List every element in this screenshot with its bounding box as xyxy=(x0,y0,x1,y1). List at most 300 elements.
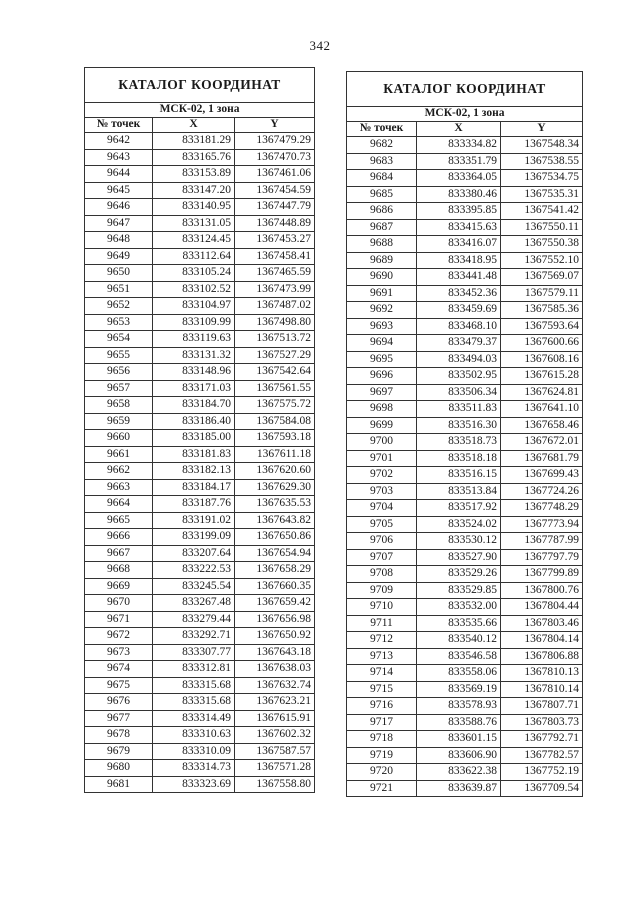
x-coordinate-cell: 833588.76 xyxy=(417,714,501,731)
point-number-cell: 9646 xyxy=(85,199,153,216)
y-coordinate-cell: 1367602.32 xyxy=(235,727,315,744)
point-number-cell: 9692 xyxy=(347,302,417,319)
table-row xyxy=(85,644,315,661)
table-row xyxy=(85,479,315,496)
point-number-cell: 9657 xyxy=(85,380,153,397)
x-coordinate-cell: 833187.76 xyxy=(153,496,235,513)
point-number-cell: 9645 xyxy=(85,182,153,199)
table-row xyxy=(347,219,583,236)
point-number-cell: 9654 xyxy=(85,331,153,348)
x-coordinate-cell: 833441.48 xyxy=(417,269,501,286)
y-coordinate-cell: 1367558.80 xyxy=(235,776,315,793)
point-number-cell: 9673 xyxy=(85,644,153,661)
x-coordinate-cell: 833334.82 xyxy=(417,137,501,154)
y-coordinate-cell: 1367620.60 xyxy=(235,463,315,480)
x-coordinate-cell: 833351.79 xyxy=(417,153,501,170)
point-number-cell: 9707 xyxy=(347,549,417,566)
point-number-cell: 9686 xyxy=(347,203,417,220)
table-row xyxy=(85,347,315,364)
y-coordinate-cell: 1367535.31 xyxy=(501,186,583,203)
table-row xyxy=(347,747,583,764)
point-number-cell: 9674 xyxy=(85,661,153,678)
point-number-cell: 9683 xyxy=(347,153,417,170)
y-coordinate-cell: 1367624.81 xyxy=(501,384,583,401)
x-coordinate-cell: 833530.12 xyxy=(417,533,501,550)
y-coordinate-cell: 1367803.73 xyxy=(501,714,583,731)
x-coordinate-cell: 833323.69 xyxy=(153,776,235,793)
table-row xyxy=(347,302,583,319)
table-row xyxy=(85,628,315,645)
y-coordinate-cell: 1367773.94 xyxy=(501,516,583,533)
catalog-zone: МСК-02, 1 зона xyxy=(347,107,583,122)
catalog-title: КАТАЛОГ КООРДИНАТ xyxy=(347,72,583,107)
point-number-cell: 9653 xyxy=(85,314,153,331)
point-number-cell: 9648 xyxy=(85,232,153,249)
table-row xyxy=(85,380,315,397)
x-coordinate-cell: 833540.12 xyxy=(417,632,501,649)
x-coordinate-cell: 833395.85 xyxy=(417,203,501,220)
y-coordinate-cell: 1367585.36 xyxy=(501,302,583,319)
y-coordinate-cell: 1367447.79 xyxy=(235,199,315,216)
point-number-cell: 9655 xyxy=(85,347,153,364)
table-row xyxy=(347,648,583,665)
y-coordinate-cell: 1367527.29 xyxy=(235,347,315,364)
x-coordinate-cell: 833524.02 xyxy=(417,516,501,533)
table-row xyxy=(347,681,583,698)
x-coordinate-cell: 833131.05 xyxy=(153,215,235,232)
x-coordinate-cell: 833314.49 xyxy=(153,710,235,727)
x-coordinate-cell: 833148.96 xyxy=(153,364,235,381)
y-coordinate-cell: 1367534.75 xyxy=(501,170,583,187)
point-number-cell: 9714 xyxy=(347,665,417,682)
y-coordinate-cell: 1367659.42 xyxy=(235,595,315,612)
y-coordinate-cell: 1367552.10 xyxy=(501,252,583,269)
point-number-cell: 9721 xyxy=(347,780,417,797)
point-number-cell: 9709 xyxy=(347,582,417,599)
y-coordinate-cell: 1367623.21 xyxy=(235,694,315,711)
y-coordinate-cell: 1367800.76 xyxy=(501,582,583,599)
y-coordinate-cell: 1367654.94 xyxy=(235,545,315,562)
table-row xyxy=(85,710,315,727)
point-number-cell: 9718 xyxy=(347,731,417,748)
y-coordinate-cell: 1367487.02 xyxy=(235,298,315,315)
table-row xyxy=(85,149,315,166)
y-coordinate-cell: 1367542.64 xyxy=(235,364,315,381)
table-row xyxy=(85,496,315,513)
x-coordinate-cell: 833131.32 xyxy=(153,347,235,364)
y-coordinate-cell: 1367575.72 xyxy=(235,397,315,414)
table-row xyxy=(85,413,315,430)
x-coordinate-cell: 833415.63 xyxy=(417,219,501,236)
point-number-cell: 9681 xyxy=(85,776,153,793)
y-coordinate-cell: 1367782.57 xyxy=(501,747,583,764)
table-row xyxy=(347,417,583,434)
table-row xyxy=(347,401,583,418)
table-row xyxy=(347,615,583,632)
x-coordinate-cell: 833199.09 xyxy=(153,529,235,546)
y-coordinate-cell: 1367473.99 xyxy=(235,281,315,298)
x-coordinate-cell: 833310.63 xyxy=(153,727,235,744)
table-row xyxy=(85,446,315,463)
table-row xyxy=(347,285,583,302)
table-row xyxy=(347,384,583,401)
x-coordinate-cell: 833511.83 xyxy=(417,401,501,418)
y-coordinate-cell: 1367498.80 xyxy=(235,314,315,331)
table-row xyxy=(347,582,583,599)
table-row xyxy=(85,578,315,595)
table-row xyxy=(85,545,315,562)
x-coordinate-cell: 833310.09 xyxy=(153,743,235,760)
point-number-cell: 9668 xyxy=(85,562,153,579)
x-coordinate-cell: 833606.90 xyxy=(417,747,501,764)
y-coordinate-cell: 1367608.16 xyxy=(501,351,583,368)
y-coordinate-cell: 1367658.46 xyxy=(501,417,583,434)
table-row xyxy=(85,776,315,793)
point-number-cell: 9711 xyxy=(347,615,417,632)
table-row xyxy=(347,764,583,781)
x-coordinate-cell: 833112.64 xyxy=(153,248,235,265)
table-row xyxy=(347,599,583,616)
x-coordinate-cell: 833109.99 xyxy=(153,314,235,331)
point-number-cell: 9675 xyxy=(85,677,153,694)
point-number-cell: 9688 xyxy=(347,236,417,253)
x-coordinate-cell: 833184.17 xyxy=(153,479,235,496)
x-coordinate-cell: 833245.54 xyxy=(153,578,235,595)
point-number-cell: 9715 xyxy=(347,681,417,698)
point-number-cell: 9698 xyxy=(347,401,417,418)
point-number-cell: 9712 xyxy=(347,632,417,649)
x-coordinate-cell: 833459.69 xyxy=(417,302,501,319)
y-coordinate-cell: 1367611.18 xyxy=(235,446,315,463)
y-coordinate-cell: 1367709.54 xyxy=(501,780,583,797)
y-coordinate-cell: 1367638.03 xyxy=(235,661,315,678)
x-coordinate-cell: 833184.70 xyxy=(153,397,235,414)
point-number-cell: 9719 xyxy=(347,747,417,764)
y-coordinate-cell: 1367579.11 xyxy=(501,285,583,302)
point-number-cell: 9672 xyxy=(85,628,153,645)
point-number-cell: 9706 xyxy=(347,533,417,550)
table-row xyxy=(347,335,583,352)
x-coordinate-cell: 833364.05 xyxy=(417,170,501,187)
table-row xyxy=(347,483,583,500)
point-number-cell: 9684 xyxy=(347,170,417,187)
point-number-cell: 9696 xyxy=(347,368,417,385)
table-row xyxy=(85,694,315,711)
y-coordinate-cell: 1367454.59 xyxy=(235,182,315,199)
x-coordinate-cell: 833416.07 xyxy=(417,236,501,253)
y-coordinate-cell: 1367593.18 xyxy=(235,430,315,447)
x-coordinate-cell: 833312.81 xyxy=(153,661,235,678)
x-coordinate-cell: 833315.68 xyxy=(153,677,235,694)
y-coordinate-cell: 1367513.72 xyxy=(235,331,315,348)
x-coordinate-cell: 833622.38 xyxy=(417,764,501,781)
table-row xyxy=(85,595,315,612)
table-row xyxy=(347,252,583,269)
table-row xyxy=(85,512,315,529)
table-row xyxy=(85,265,315,282)
point-number-cell: 9689 xyxy=(347,252,417,269)
y-coordinate-cell: 1367548.34 xyxy=(501,137,583,154)
x-coordinate-cell: 833104.97 xyxy=(153,298,235,315)
x-coordinate-cell: 833171.03 xyxy=(153,380,235,397)
point-number-cell: 9663 xyxy=(85,479,153,496)
point-number-cell: 9702 xyxy=(347,467,417,484)
table-row xyxy=(85,314,315,331)
y-coordinate-cell: 1367458.41 xyxy=(235,248,315,265)
x-coordinate-cell: 833207.64 xyxy=(153,545,235,562)
x-coordinate-cell: 833516.30 xyxy=(417,417,501,434)
x-coordinate-cell: 833267.48 xyxy=(153,595,235,612)
y-coordinate-cell: 1367787.99 xyxy=(501,533,583,550)
y-coordinate-cell: 1367632.74 xyxy=(235,677,315,694)
x-coordinate-cell: 833527.90 xyxy=(417,549,501,566)
point-number-cell: 9716 xyxy=(347,698,417,715)
y-coordinate-cell: 1367629.30 xyxy=(235,479,315,496)
table-row xyxy=(347,170,583,187)
x-coordinate-cell: 833518.18 xyxy=(417,450,501,467)
point-number-cell: 9670 xyxy=(85,595,153,612)
point-number-cell: 9665 xyxy=(85,512,153,529)
point-number-cell: 9647 xyxy=(85,215,153,232)
x-coordinate-cell: 833147.20 xyxy=(153,182,235,199)
y-coordinate-cell: 1367465.59 xyxy=(235,265,315,282)
table-row xyxy=(85,248,315,265)
table-row xyxy=(347,665,583,682)
point-number-cell: 9667 xyxy=(85,545,153,562)
point-number-cell: 9713 xyxy=(347,648,417,665)
x-coordinate-cell: 833140.95 xyxy=(153,199,235,216)
point-number-cell: 9664 xyxy=(85,496,153,513)
x-coordinate-cell: 833502.95 xyxy=(417,368,501,385)
y-coordinate-cell: 1367470.73 xyxy=(235,149,315,166)
y-coordinate-cell: 1367650.92 xyxy=(235,628,315,645)
y-coordinate-cell: 1367810.13 xyxy=(501,665,583,682)
y-coordinate-cell: 1367541.42 xyxy=(501,203,583,220)
point-number-cell: 9661 xyxy=(85,446,153,463)
y-coordinate-cell: 1367479.29 xyxy=(235,133,315,150)
x-coordinate-cell: 833532.00 xyxy=(417,599,501,616)
table-row xyxy=(347,533,583,550)
y-coordinate-cell: 1367658.29 xyxy=(235,562,315,579)
y-coordinate-cell: 1367799.89 xyxy=(501,566,583,583)
x-coordinate-cell: 833518.73 xyxy=(417,434,501,451)
y-coordinate-cell: 1367643.82 xyxy=(235,512,315,529)
point-number-cell: 9697 xyxy=(347,384,417,401)
point-number-cell: 9695 xyxy=(347,351,417,368)
y-coordinate-cell: 1367641.10 xyxy=(501,401,583,418)
column-header-y: Y xyxy=(501,122,583,137)
y-coordinate-cell: 1367538.55 xyxy=(501,153,583,170)
point-number-cell: 9642 xyxy=(85,133,153,150)
table-row xyxy=(347,203,583,220)
point-number-cell: 9644 xyxy=(85,166,153,183)
point-number-cell: 9679 xyxy=(85,743,153,760)
point-number-cell: 9652 xyxy=(85,298,153,315)
table-row xyxy=(85,133,315,150)
x-coordinate-cell: 833529.85 xyxy=(417,582,501,599)
catalog-title: КАТАЛОГ КООРДИНАТ xyxy=(85,68,315,103)
y-coordinate-cell: 1367810.14 xyxy=(501,681,583,698)
point-number-cell: 9690 xyxy=(347,269,417,286)
x-coordinate-cell: 833468.10 xyxy=(417,318,501,335)
point-number-cell: 9694 xyxy=(347,335,417,352)
x-coordinate-cell: 833279.44 xyxy=(153,611,235,628)
point-number-cell: 9710 xyxy=(347,599,417,616)
x-coordinate-cell: 833601.15 xyxy=(417,731,501,748)
x-coordinate-cell: 833222.53 xyxy=(153,562,235,579)
y-coordinate-cell: 1367672.01 xyxy=(501,434,583,451)
y-coordinate-cell: 1367806.88 xyxy=(501,648,583,665)
point-number-cell: 9669 xyxy=(85,578,153,595)
x-coordinate-cell: 833529.26 xyxy=(417,566,501,583)
y-coordinate-cell: 1367660.35 xyxy=(235,578,315,595)
point-number-cell: 9643 xyxy=(85,149,153,166)
point-number-cell: 9705 xyxy=(347,516,417,533)
point-number-cell: 9717 xyxy=(347,714,417,731)
y-coordinate-cell: 1367569.07 xyxy=(501,269,583,286)
y-coordinate-cell: 1367615.91 xyxy=(235,710,315,727)
y-coordinate-cell: 1367803.46 xyxy=(501,615,583,632)
table-row xyxy=(85,182,315,199)
table-row xyxy=(347,698,583,715)
x-coordinate-cell: 833380.46 xyxy=(417,186,501,203)
column-header-point: № точек xyxy=(85,118,153,133)
y-coordinate-cell: 1367804.14 xyxy=(501,632,583,649)
y-coordinate-cell: 1367643.18 xyxy=(235,644,315,661)
x-coordinate-cell: 833517.92 xyxy=(417,500,501,517)
table-row xyxy=(347,269,583,286)
x-coordinate-cell: 833186.40 xyxy=(153,413,235,430)
column-header-x: X xyxy=(153,118,235,133)
point-number-cell: 9666 xyxy=(85,529,153,546)
table-row xyxy=(347,516,583,533)
point-number-cell: 9693 xyxy=(347,318,417,335)
y-coordinate-cell: 1367461.06 xyxy=(235,166,315,183)
column-header-point: № точек xyxy=(347,122,417,137)
x-coordinate-cell: 833479.37 xyxy=(417,335,501,352)
y-coordinate-cell: 1367550.38 xyxy=(501,236,583,253)
x-coordinate-cell: 833569.19 xyxy=(417,681,501,698)
table-row xyxy=(347,368,583,385)
table-row xyxy=(347,153,583,170)
point-number-cell: 9678 xyxy=(85,727,153,744)
x-coordinate-cell: 833105.24 xyxy=(153,265,235,282)
table-row xyxy=(347,566,583,583)
x-coordinate-cell: 833452.36 xyxy=(417,285,501,302)
table-row xyxy=(85,760,315,777)
table-row xyxy=(85,199,315,216)
y-coordinate-cell: 1367807.71 xyxy=(501,698,583,715)
x-coordinate-cell: 833119.63 xyxy=(153,331,235,348)
coordinate-catalog-table xyxy=(346,71,583,797)
table-row xyxy=(347,549,583,566)
table-row xyxy=(85,727,315,744)
x-coordinate-cell: 833182.13 xyxy=(153,463,235,480)
x-coordinate-cell: 833516.15 xyxy=(417,467,501,484)
table-row xyxy=(85,743,315,760)
x-coordinate-cell: 833181.83 xyxy=(153,446,235,463)
table-row xyxy=(85,215,315,232)
page-number: 342 xyxy=(309,38,331,53)
point-number-cell: 9704 xyxy=(347,500,417,517)
x-coordinate-cell: 833494.03 xyxy=(417,351,501,368)
table-row xyxy=(85,677,315,694)
y-coordinate-cell: 1367650.86 xyxy=(235,529,315,546)
table-row xyxy=(347,731,583,748)
point-number-cell: 9659 xyxy=(85,413,153,430)
table-body xyxy=(85,133,315,793)
point-number-cell: 9650 xyxy=(85,265,153,282)
point-number-cell: 9691 xyxy=(347,285,417,302)
x-coordinate-cell: 833546.58 xyxy=(417,648,501,665)
y-coordinate-cell: 1367584.08 xyxy=(235,413,315,430)
table-row xyxy=(85,232,315,249)
x-coordinate-cell: 833292.71 xyxy=(153,628,235,645)
y-coordinate-cell: 1367600.66 xyxy=(501,335,583,352)
table-row xyxy=(85,661,315,678)
point-number-cell: 9682 xyxy=(347,137,417,154)
table-row xyxy=(347,500,583,517)
x-coordinate-cell: 833181.29 xyxy=(153,133,235,150)
point-number-cell: 9662 xyxy=(85,463,153,480)
x-coordinate-cell: 833314.73 xyxy=(153,760,235,777)
table-row xyxy=(347,137,583,154)
table-row xyxy=(347,236,583,253)
y-coordinate-cell: 1367752.19 xyxy=(501,764,583,781)
x-coordinate-cell: 833578.93 xyxy=(417,698,501,715)
x-coordinate-cell: 833513.84 xyxy=(417,483,501,500)
y-coordinate-cell: 1367699.43 xyxy=(501,467,583,484)
point-number-cell: 9656 xyxy=(85,364,153,381)
table-row xyxy=(347,351,583,368)
point-number-cell: 9660 xyxy=(85,430,153,447)
table-row xyxy=(85,397,315,414)
y-coordinate-cell: 1367453.27 xyxy=(235,232,315,249)
y-coordinate-cell: 1367593.64 xyxy=(501,318,583,335)
column-header-x: X xyxy=(417,122,501,137)
table-row xyxy=(85,298,315,315)
y-coordinate-cell: 1367656.98 xyxy=(235,611,315,628)
table-row xyxy=(85,529,315,546)
coordinate-catalog-table xyxy=(84,67,315,793)
y-coordinate-cell: 1367748.29 xyxy=(501,500,583,517)
x-coordinate-cell: 833535.66 xyxy=(417,615,501,632)
x-coordinate-cell: 833191.02 xyxy=(153,512,235,529)
y-coordinate-cell: 1367615.28 xyxy=(501,368,583,385)
table-row xyxy=(85,331,315,348)
table-row xyxy=(347,632,583,649)
y-coordinate-cell: 1367635.53 xyxy=(235,496,315,513)
point-number-cell: 9687 xyxy=(347,219,417,236)
column-header-y: Y xyxy=(235,118,315,133)
x-coordinate-cell: 833307.77 xyxy=(153,644,235,661)
table-row xyxy=(85,430,315,447)
point-number-cell: 9649 xyxy=(85,248,153,265)
point-number-cell: 9703 xyxy=(347,483,417,500)
x-coordinate-cell: 833165.76 xyxy=(153,149,235,166)
y-coordinate-cell: 1367561.55 xyxy=(235,380,315,397)
table-row xyxy=(347,467,583,484)
point-number-cell: 9701 xyxy=(347,450,417,467)
x-coordinate-cell: 833315.68 xyxy=(153,694,235,711)
point-number-cell: 9680 xyxy=(85,760,153,777)
table-row xyxy=(85,463,315,480)
y-coordinate-cell: 1367550.11 xyxy=(501,219,583,236)
x-coordinate-cell: 833124.45 xyxy=(153,232,235,249)
x-coordinate-cell: 833102.52 xyxy=(153,281,235,298)
y-coordinate-cell: 1367724.26 xyxy=(501,483,583,500)
table-row xyxy=(85,562,315,579)
